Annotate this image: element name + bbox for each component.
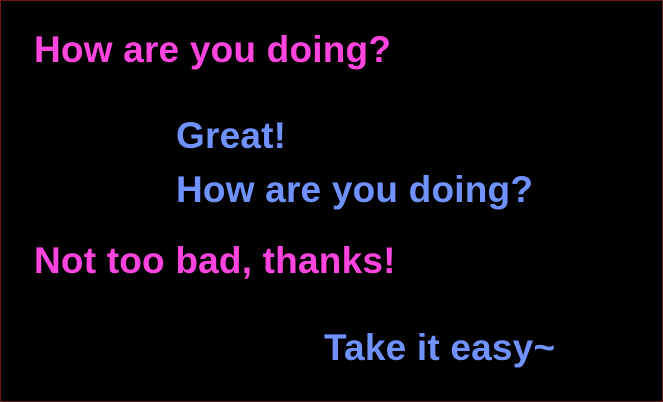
dialogue-line-4: Not too bad, thanks!	[34, 240, 396, 281]
dialogue-line-5: Take it easy~	[324, 327, 556, 368]
dialogue-line-3: How are you doing?	[176, 169, 534, 210]
dialogue-line-2: Great!	[176, 115, 287, 156]
dialogue-line-1: How are you doing?	[34, 29, 392, 70]
